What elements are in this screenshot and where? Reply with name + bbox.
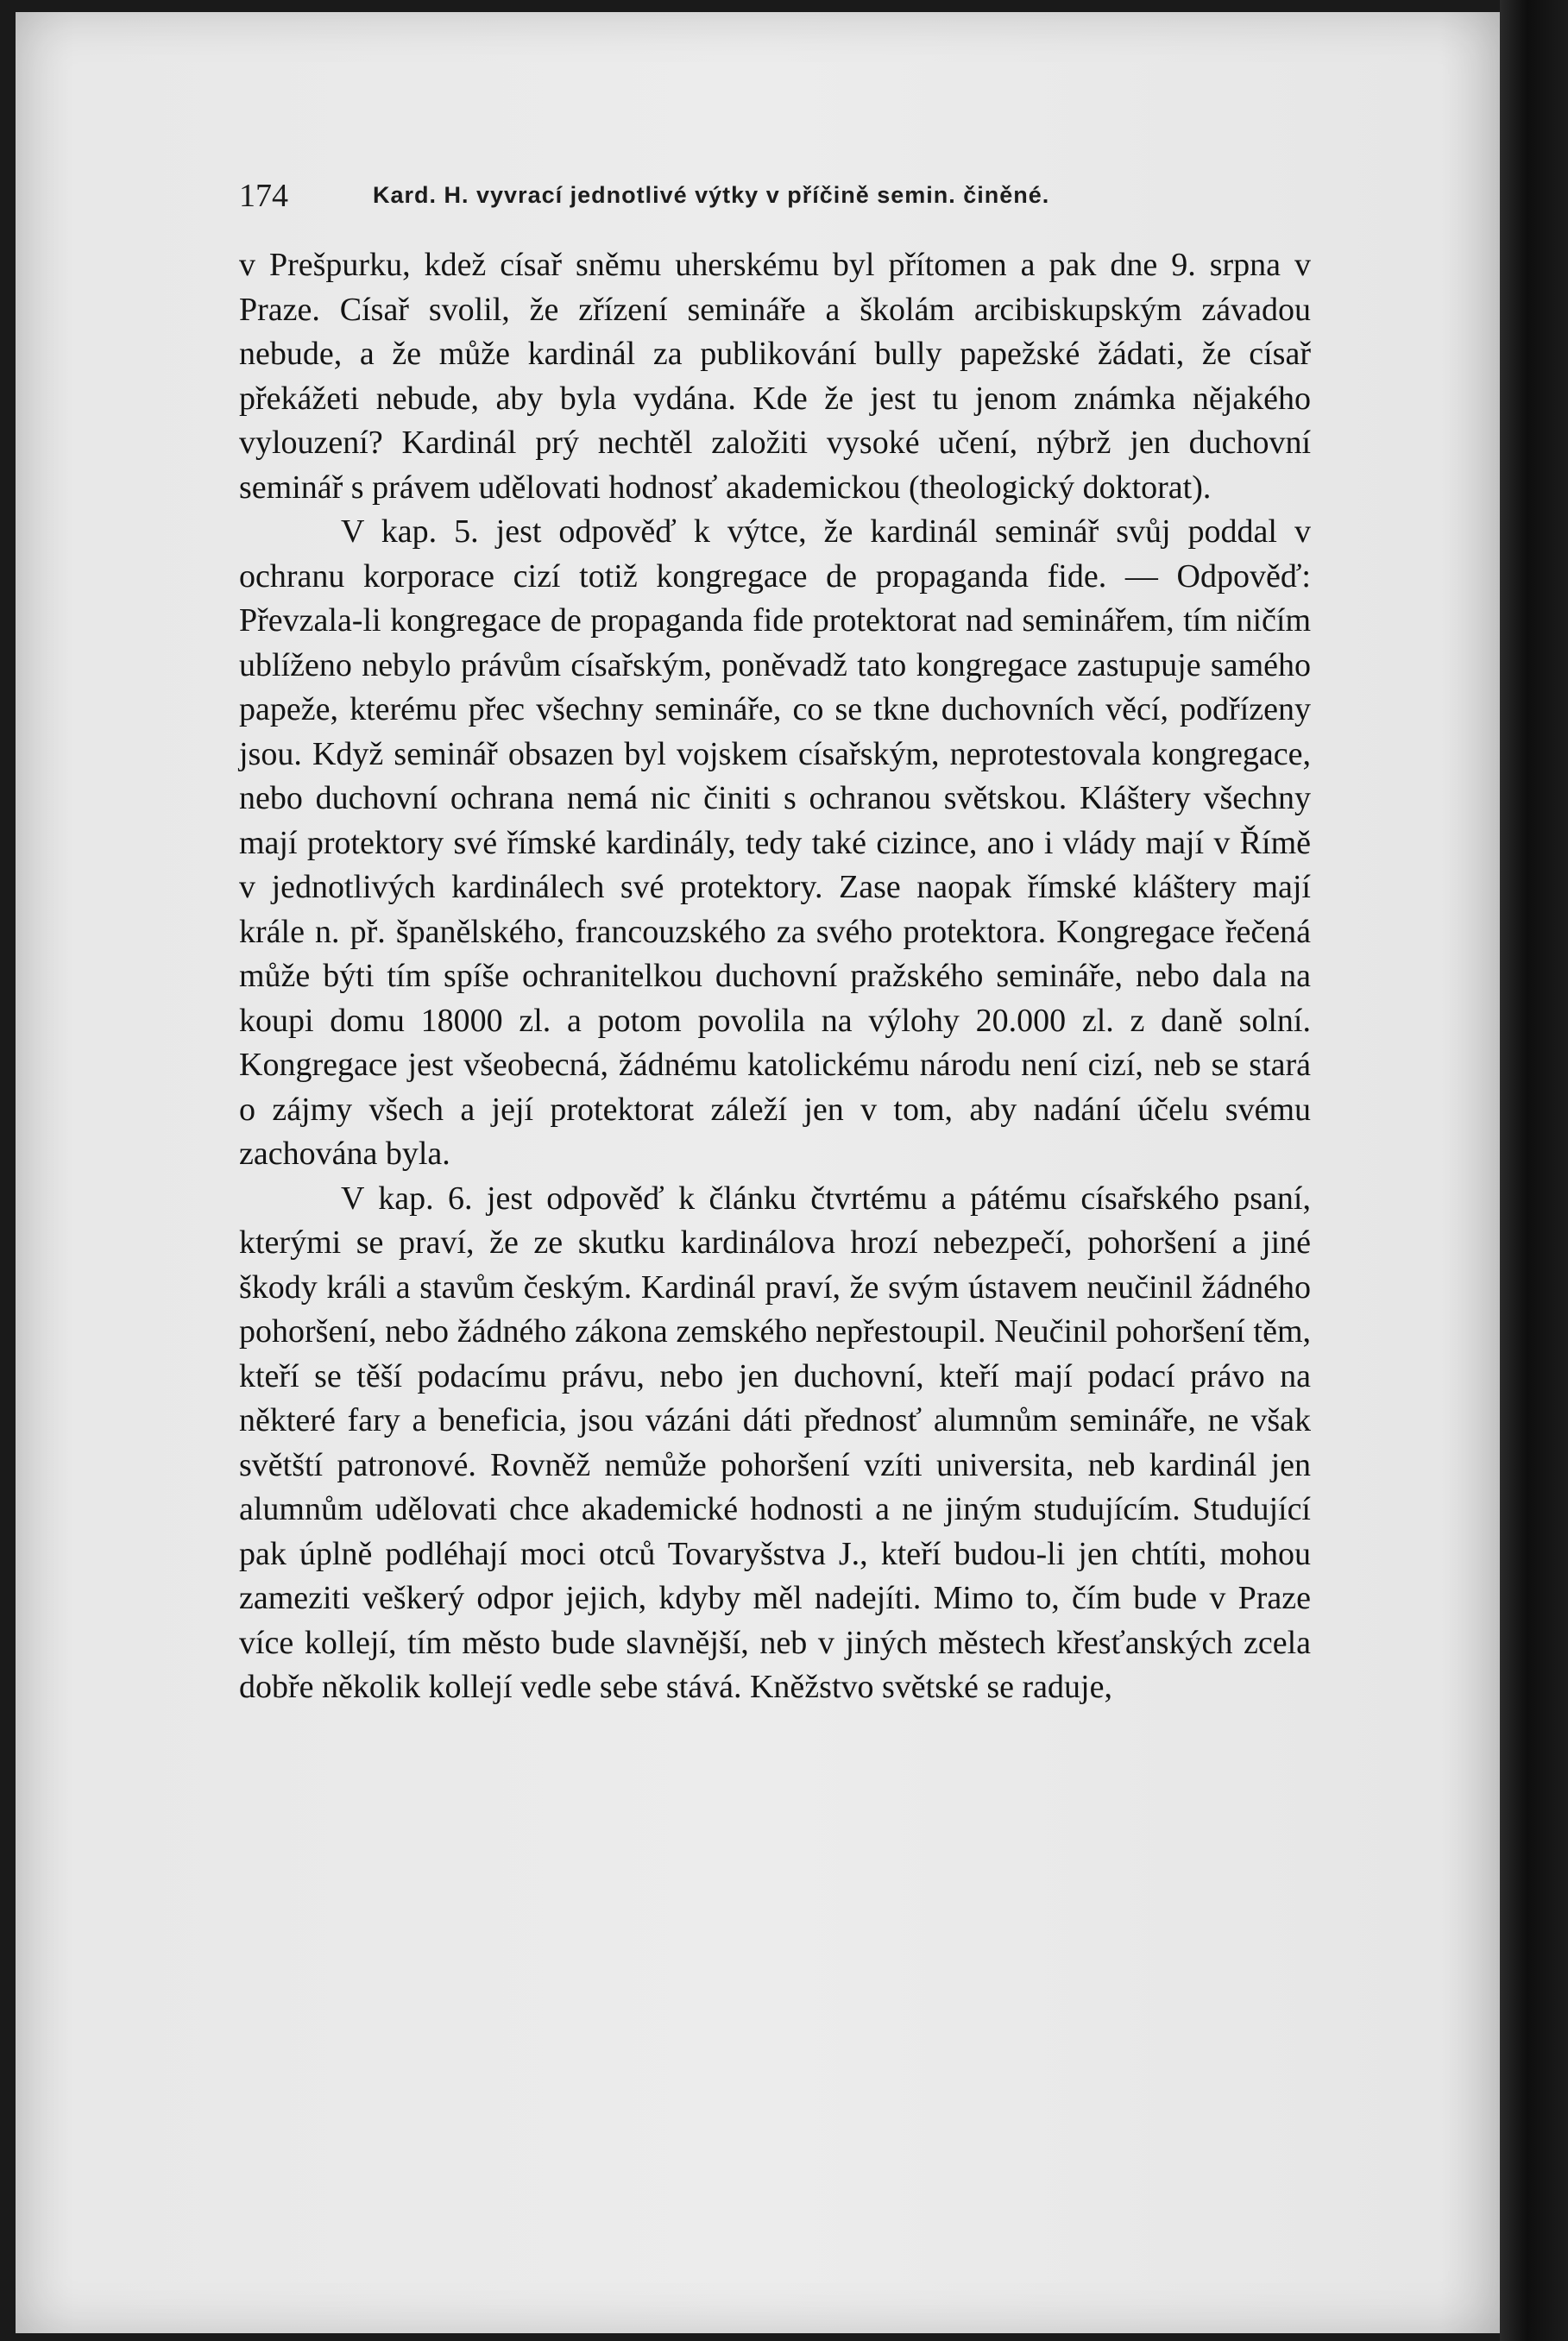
paragraph-3: V kap. 6. jest odpověď k článku čtvrtému a pátému císařského psaní, kterými se praví, že ze skutku kardinálova hrozí nebezpečí, pohoršení a jiné škody králi a stavům českým. Kardinál praví, že svým ústavem neučinil žádného pohoršení, nebo žádného zákona zemského nepřestoupil. Neučinil pohoršení těm, kteří se těší podacímu právu, nebo jen duchovní, kteří mají podací právo na některé fary a beneficia, jsou vázáni dáti přednosť alumnům semináře, ne však světští patronové. Rovněž nemůže pohoršení vzíti universita, neb kardinál jen alumnům udělovati chce akademické hodnosti a ne jiným studujícím. Studující pak úplně podléhají moci otců Tovaryšstva J., kteří budou-li jen chtíti, mohou zameziti veškerý odpor jejich, kdyby měl nadejíti. Mimo to, čím bude v Praze více kollejí, tím město bude slavnější, neb v jiných městech křesťanských zcela dobře několik kollejí vedle sebe stává. Kněžstvo světské se raduje, bbox=[239, 1180, 1311, 1705]
scan-edge bbox=[1500, 0, 1568, 2341]
paragraph-2: V kap. 5. jest odpověď k výtce, že kardinál seminář svůj poddal v ochranu korporace cizí totiž kongregace de propaganda fide. — Odpověď: Převzala-li kongregace de propaganda fide protektorat nad seminářem, tím ničím ublíženo nebylo právům císařským, poněvadž tato kongregace zastupuje samého papeže, kterému přec všechny semináře, co se tkne duchovních věcí, podřízeny jsou. Když seminář obsazen byl vojskem císařským, neprotestovala kongregace, nebo duchovní ochrana nemá nic činiti s ochranou světskou. Kláštery všechny mají protektory své římské kardinály, tedy také cizince, ano i vlády mají v Římě v jednotlivých kardinálech své protektory. Zase naopak římské kláštery mají krále n. př. španělského, francouzského za svého protektora. Kongregace řečená může býti tím spíše ochranitelkou duchovní pražského semináře, nebo dala na koupi domu 18000 zl. a potom povolila na výlohy 20.000 zl. z daně solní. Kongregace jest všeobecná, žádnému katolickému národu není cizí, neb se stará o zájmy všech a její protektorat záleží jen v tom, aby nadání účelu svému zachována byla. bbox=[239, 513, 1311, 1172]
body-text bbox=[239, 243, 1311, 1710]
running-head bbox=[239, 177, 1318, 220]
page-number: 174 bbox=[239, 178, 288, 214]
paragraph-1: v Prešpurku, kdež císař sněmu uherskému byl přítomen a pak dne 9. srpna v Praze. Císař svolil, že zřízení semináře a školám arcibiskupským závadou nebude, a že může kardinál za publikování bully papežské žádati, že císař překážeti nebude, aby byla vydána. Kde že jest tu jenom známka nějakého vylouzení? Kardinál prý nechtěl založiti vysoké učení, nýbrž jen duchovní seminář s právem udělovati hodnosť akademickou (theologický doktorat). bbox=[239, 247, 1311, 506]
running-title: Kard. H. vyvrací jednotlivé výtky v příčině semin. činěné. bbox=[373, 182, 1050, 208]
